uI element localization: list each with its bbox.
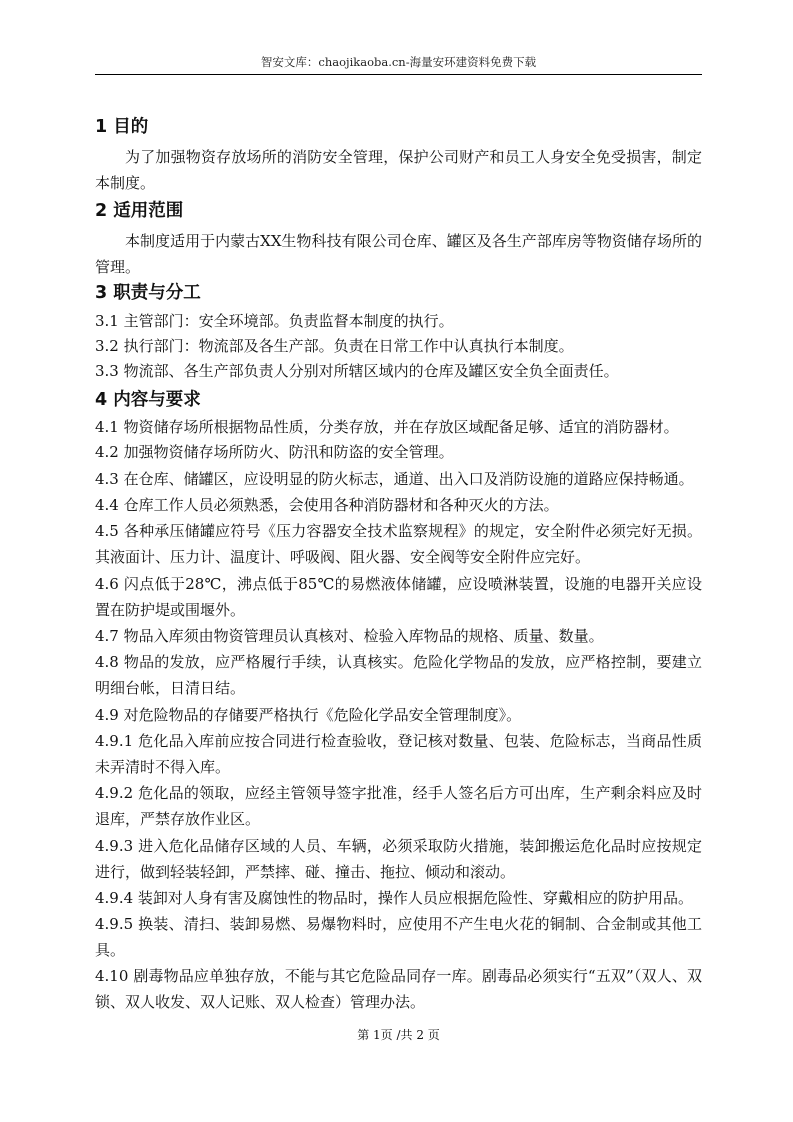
clause-4-9: 4.9 对危险物品的存储要严格执行《危险化学品安全管理制度》。: [95, 706, 522, 724]
paragraph-scope: 本制度适用于内蒙古XX生物科技有限公司仓库、罐区及各生产部库房等物资储存场所的管理。: [95, 232, 702, 276]
clause-3-1: 3.1 主管部门：安全环境部。负责监督本制度的执行。: [95, 312, 454, 330]
clause-4-4: 4.4 仓库工作人员必须熟悉，会使用各种消防器材和各种灭火的方法。: [95, 496, 559, 514]
clause-4-10: 4.10 剧毒物品应单独存放，不能与其它危险品同存一库。剧毒品必须实行“五双”（双人、双锁、双人收发、双人记账、双人检查）管理办法。: [95, 967, 702, 1011]
clause-4-9-2: 4.9.2 危化品的领取，应经主管领导签字批准，经手人签名后方可出库，生产剩余料应及时退库，严禁存放作业区。: [95, 784, 702, 828]
clause-4-2: 4.2 加强物资储存场所防火、防汛和防盗的安全管理。: [95, 443, 454, 461]
clause-4-5: 4.5 各种承压储罐应符号《压力容器安全技术监察规程》的规定，安全附件必须完好无损。其液面计、压力计、温度计、呼吸阀、阻火器、安全阀等安全附件应完好。: [95, 522, 702, 566]
heading-responsibilities: 3 职责与分工: [95, 283, 201, 303]
heading-scope: 2 适用范围: [95, 201, 184, 221]
clause-4-7: 4.7 物品入库须由物资管理员认真核对、检验入库物品的规格、质量、数量。: [95, 627, 604, 645]
header-rule: [95, 74, 702, 75]
clause-4-9-4: 4.9.4 装卸对人身有害及腐蚀性的物品时，操作人员应根据危险性、穿戴相应的防护用品。: [95, 889, 693, 907]
clause-3-2: 3.2 执行部门：物流部及各生产部。负责在日常工作中认真执行本制度。: [95, 337, 574, 355]
heading-content: 4 内容与要求: [95, 390, 201, 410]
paragraph-purpose: 为了加强物资存放场所的消防安全管理，保护公司财产和员工人身安全免受损害，制定本制度。: [95, 148, 702, 192]
clause-4-9-1: 4.9.1 危化品入库前应按合同进行检查验收，登记核对数量、包装、危险标志，当商品性质未弄清时不得入库。: [95, 732, 702, 776]
clause-3-3: 3.3 物流部、各生产部负责人分别对所辖区域内的仓库及罐区安全负全面责任。: [95, 362, 619, 380]
clause-4-1: 4.1 物资储存场所根据物品性质，分类存放，并在存放区域配备足够、适宜的消防器材。: [95, 418, 679, 436]
page-header: 智安文库：chaojikaoba.cn-海量安环建资料免费下载: [260, 55, 537, 69]
clause-4-8: 4.8 物品的发放，应严格履行手续，认真核实。危险化学物品的发放，应严格控制，要建立明细台帐，日清日结。: [95, 653, 702, 697]
clause-4-3: 4.3 在仓库、储罐区，应设明显的防火标志，通道、出入口及消防设施的道路应保持畅通。: [95, 470, 694, 488]
clause-4-9-3: 4.9.3 进入危化品储存区域的人员、车辆，必须采取防火措施，装卸搬运危化品时应按规定进行，做到轻装轻卸，严禁摔、碰、撞击、拖拉、倾动和滚动。: [95, 837, 702, 881]
clause-4-6: 4.6 闪点低于28℃，沸点低于85℃的易燃液体储罐，应设喷淋装置，设施的电器开关应设置在防护堤或围堰外。: [95, 575, 702, 619]
page-footer: 第 1页 /共 2 页: [357, 1028, 440, 1042]
clause-4-9-5: 4.9.5 换装、清扫、装卸易燃、易爆物料时，应使用不产生电火花的铜制、合金制或其他工具。: [95, 915, 702, 959]
heading-purpose: 1 目的: [95, 117, 149, 137]
